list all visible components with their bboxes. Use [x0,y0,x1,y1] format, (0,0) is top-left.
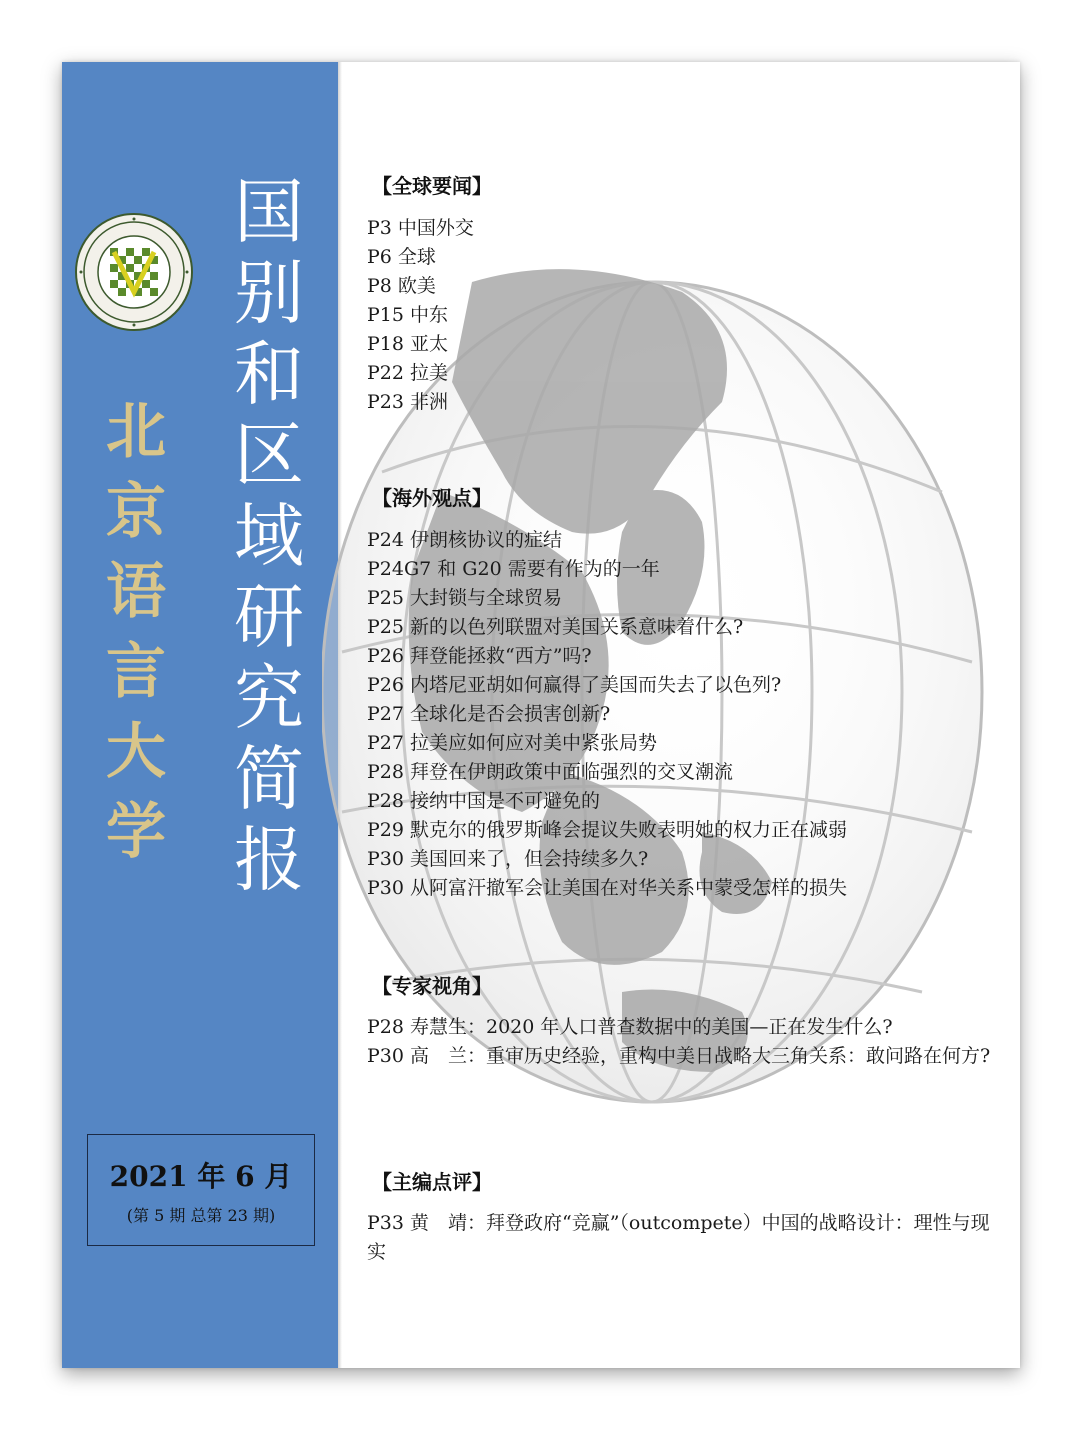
list-item: P27 拉美应如何应对美中紧张局势 [367,732,658,754]
list-item: P22 拉美 [367,362,449,384]
list-item: P18 亚太 [367,333,449,355]
list-item: P26 拜登能拯救“西方”吗? [367,645,592,667]
section-heading: 【海外观点】 [372,486,492,510]
list-item: P30 美国回来了，但会持续多久? [367,848,649,870]
list-item: P30 从阿富汗撤军会让美国在对华关系中蒙受怎样的损失 [367,877,848,899]
journal-title [224,172,314,901]
list-item: P6 全球 [367,246,436,268]
list-item: P24G7 和 G20 需要有作为的一年 [367,558,660,580]
list-item: P28 接纳中国是不可避免的 [367,790,601,812]
list-item: P8 欧美 [367,275,436,297]
list-item: P33 黄 靖：拜登政府“竞赢”（outcompete）中国的战略设计：理性与现实 [367,1212,990,1263]
list-item: P26 内塔尼亚胡如何赢得了美国而失去了以色列? [367,674,782,696]
vertical-char: 研 [234,576,304,658]
list-item: P28 拜登在伊朗政策中面临强烈的交叉潮流 [367,761,734,783]
list-item: P15 中东 [367,304,449,326]
list-item: P27 全球化是否会损害创新? [367,703,611,725]
vertical-char: 京 [106,477,166,547]
vertical-char: 语 [106,557,166,627]
vertical-char: 简 [234,738,304,820]
university-seal-icon [74,212,194,332]
vertical-char: 区 [234,414,304,496]
list-item: P25 大封锁与全球贸易 [367,587,563,609]
vertical-char: 报 [234,819,304,901]
list-item: P29 默克尔的俄罗斯峰会提议失败表明她的权力正在减弱 [367,819,848,841]
list-item: P24 伊朗核协议的症结 [367,529,563,551]
university-name [98,392,174,872]
vertical-char: 学 [106,797,166,867]
section-heading: 【主编点评】 [372,1170,492,1194]
vertical-char: 言 [106,637,166,707]
vertical-char: 域 [234,495,304,577]
list-item: P28 寿慧生：2020 年人口普查数据中的美国—正在发生什么? [367,1016,893,1038]
vertical-char: 究 [234,657,304,739]
list-item: P25 新的以色列联盟对美国关系意味着什么? [367,616,744,638]
vertical-char: 北 [106,397,166,467]
vertical-char: 别 [234,252,304,334]
cover-page [62,62,1020,1368]
date-box [87,1134,315,1246]
section-heading: 【全球要闻】 [372,174,492,198]
vertical-char: 和 [234,333,304,415]
vertical-char: 国 [234,171,304,253]
issue-number: (第 5 期 总第 23 期) [126,1206,276,1225]
issue-date: 2021 年 6 月 [109,1160,293,1193]
list-item: P30 高 兰：重审历史经验，重构中美日战略大三角关系：敢问路在何方? [367,1045,991,1067]
list-item: P3 中国外交 [367,217,474,239]
section-heading: 【专家视角】 [372,974,492,998]
vertical-char: 大 [106,717,166,787]
list-item: P23 非洲 [367,391,449,413]
